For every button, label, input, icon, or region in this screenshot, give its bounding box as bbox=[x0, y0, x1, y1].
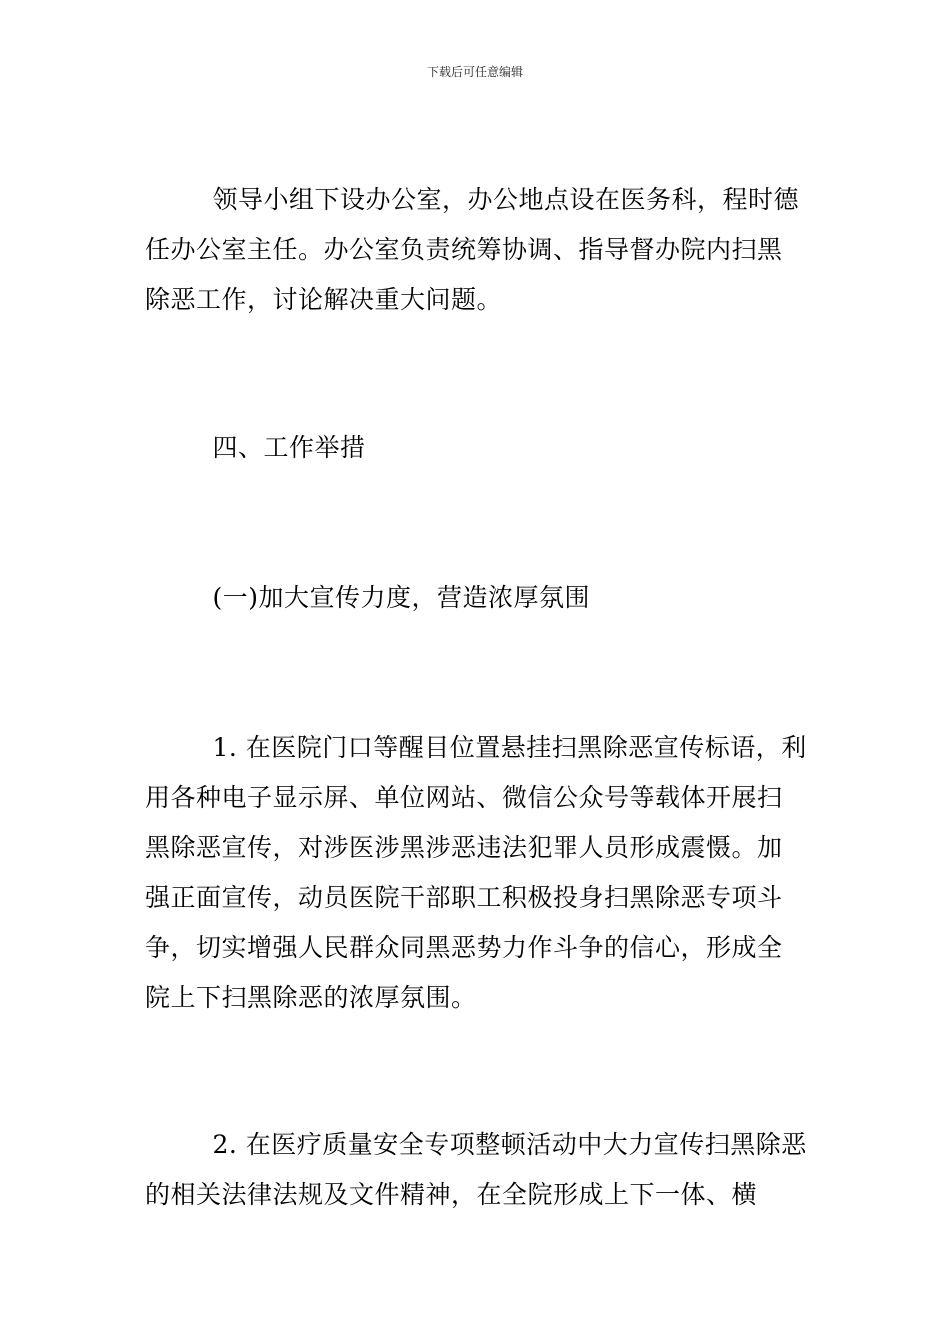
subsection-heading: (一)加大宣传力度，营造浓厚氛围 bbox=[212, 583, 591, 612]
numbered-item-1: 1. 在医院门口等醒目位置悬挂扫黑除恶宣传标语，利用各种电子显示屏、单位网站、微信公众号等载体开展扫黑除恶宣传，对涉医涉黑涉恶违法犯罪人员形成震慑。加强正面宣传，动员医院干部职工积极投身扫黑除恶专项斗争，切实增强人民群众同黑恶势力作斗争的信心，形成全院上下扫黑除恶的浓厚氛围。 bbox=[145, 733, 807, 1012]
office-paragraph: 领导小组下设办公室，办公地点设在医务科，程时德任办公室主任。办公室负责统筹协调、指导督办院内扫黑除恶工作，讨论解决重大问题。 bbox=[145, 185, 800, 314]
page-header-note: 下载后可任意编辑 bbox=[426, 65, 523, 79]
numbered-item-2: 2. 在医疗质量安全专项整顿活动中大力宣传扫黑除恶的相关法律法规及文件精神，在全院形成上下一体、横 bbox=[145, 1130, 807, 1209]
section-heading: 四、工作举措 bbox=[212, 433, 366, 462]
